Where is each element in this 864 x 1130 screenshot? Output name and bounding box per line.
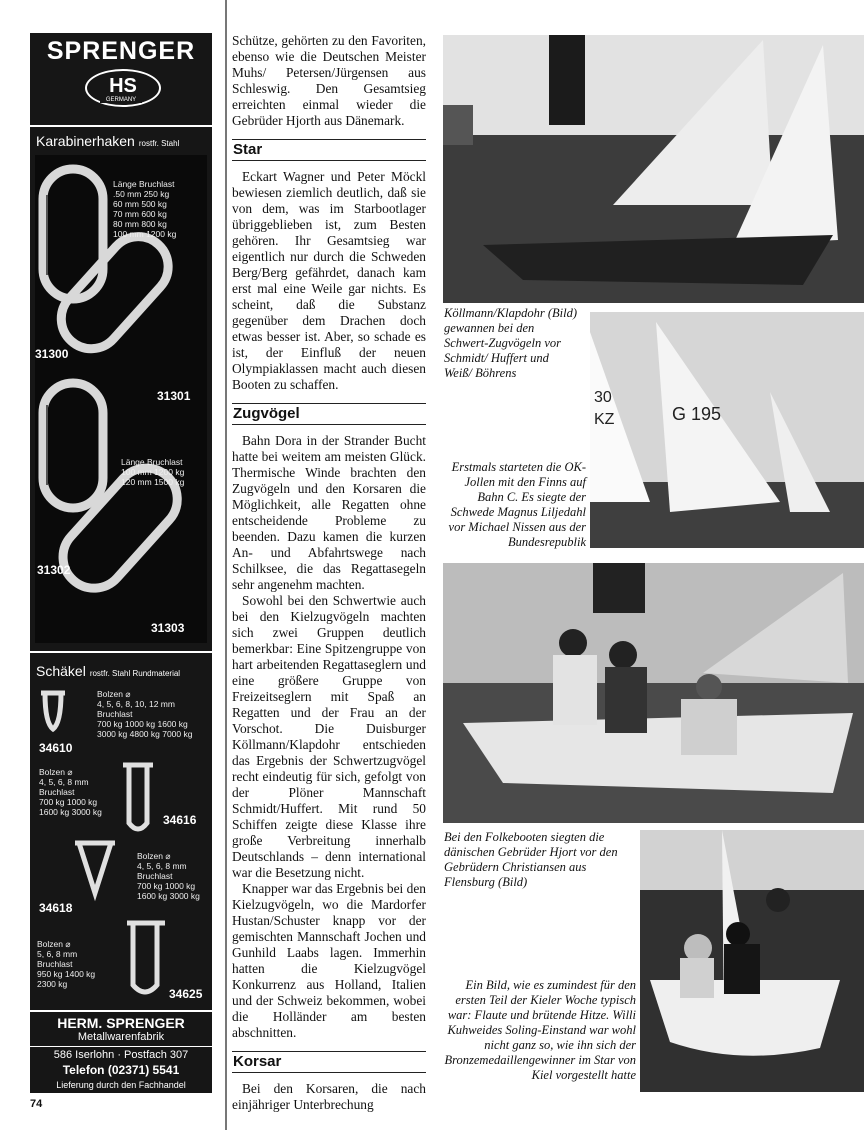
carabiner-subtitle: rostfr. Stahl: [138, 139, 180, 148]
photo-zugvogel-boat: [443, 35, 864, 303]
shackle-icon: [123, 765, 153, 829]
shackle-spec-2: [39, 767, 102, 817]
article-intro: Schütze, gehörten zu den Favoriten, ebenso wie die Deutschen Meister Muhs/ Petersen/Jürgensen aus Schleswig. Den Gesamtsieg erreichten einmal wieder die Gebrüder Hjorth aus Dänemark.: [232, 33, 426, 128]
spec-row: 60 mm 500 kg: [113, 199, 167, 209]
spec-row: 700 kg 1000 kg: [137, 881, 196, 891]
spec-row: 700 kg 1000 kg 1600 kg: [97, 719, 188, 729]
spec-row: Bolzen ⌀: [97, 689, 131, 699]
shackle-title: [36, 663, 180, 679]
shackle-spec-3: [137, 851, 200, 901]
section-heading-star: Star: [232, 139, 426, 161]
carabiner-hook-icon: [43, 383, 103, 508]
carabiner-panel: [35, 155, 207, 643]
article-paragraph: Eckart Wagner und Peter Möckl bewiesen ziemlich deutlich, daß sie von dem, was im Starbootlager übriggeblieben ist, zum Besten gehören. Ihr Gesamtsieg war eigentlich nur durch die Schweden Berg/Berg gefährdet, danach kam erst mal eine Weile gar nichts. Es scheint, daß die Substanz gegenüber dem Drachen doch etwas besser ist. Aber, so schade es ist, der Einfluß der neuen Olympiaklassen macht auch diesen Booten zu schaffen.: [232, 169, 426, 392]
spec-row: 4, 5, 6, 8 mm: [39, 777, 89, 787]
product-code: 31300: [35, 347, 69, 361]
company-address: 586 Iserlohn · Postfach 307: [53, 1049, 189, 1061]
folkeboot-photo-illustration: [443, 563, 864, 823]
soling-photo-illustration: [640, 830, 864, 1092]
spec-row: Bolzen ⌀: [39, 767, 73, 777]
spec-row: Bruchlast: [39, 787, 75, 797]
shackle-icon: [127, 923, 165, 992]
sprenger-advertisement: [30, 33, 212, 1093]
caption-folkeboot: Bei den Folkebooten siegten die dänischen Gebrüder Hjort vor den Gebrüdern Christiansen aus Flensburg (Bild): [444, 830, 618, 889]
spec-row: 100 mm 1200 kg: [113, 229, 177, 239]
ok-jollen-photo-illustration: [590, 312, 864, 548]
sail-number: 30: [594, 389, 612, 406]
spec-row: Bruchlast: [97, 709, 133, 719]
shackle-title-text: Schäkel: [36, 663, 86, 679]
section-heading-korsar: Korsar: [232, 1051, 426, 1073]
spec-row: 4, 5, 6, 8, 10, 12 mm: [97, 699, 175, 709]
spec-row: Bolzen ⌀: [37, 939, 71, 949]
spec-row: Bruchlast: [137, 871, 173, 881]
product-code: 34618: [39, 901, 73, 915]
shackle-spec-1: [97, 689, 192, 739]
caption-zugvogel: Köllmann/Klapdohr (Bild) gewannen bei den Schwert-Zugvögeln vor Schmidt/ Huffert und Weiß/ Böhrens: [444, 306, 577, 380]
company-type: Metallwarenfabrik: [77, 1031, 165, 1043]
caption-soling: Ein Bild, wie es zumindest für den ersten Teil der Kieler Woche typisch war: Flaute und brütende Hitze. Willi Kuhweides Soling-Einstand war wohl nicht ganz so, wie ihn sich der Bronzemedaillengewinner im Star von Kiel vorgestellt hatte: [444, 978, 636, 1082]
spec-row: Bolzen ⌀: [137, 851, 171, 861]
spec-row: 1600 kg 3000 kg: [39, 807, 102, 817]
page-number: 74: [30, 1098, 43, 1110]
spec-row: 1600 kg 3000 kg: [137, 891, 200, 901]
ad-divider: [30, 125, 212, 127]
hs-logo: HS: [85, 69, 161, 107]
spec-row: 950 kg 1400 kg: [37, 969, 96, 979]
spec-row: 100 mm 1200 kg: [121, 467, 185, 477]
product-code: 34610: [39, 741, 73, 755]
product-code: 31302: [37, 563, 71, 577]
product-code: 34625: [169, 987, 203, 1001]
spec-row: 4, 5, 6, 8 mm: [137, 861, 187, 871]
spec-head: Länge Bruchlast: [113, 179, 175, 189]
carabiner-title-text: Karabinerhaken: [36, 133, 135, 149]
spec-row: 80 mm 800 kg: [113, 219, 167, 229]
product-code: 34616: [163, 813, 197, 827]
spec-row: 120 mm 1500 kg: [121, 477, 185, 487]
spec-row: 700 kg 1000 kg: [39, 797, 98, 807]
section-heading-zugvoegel: Zugvögel: [232, 403, 426, 425]
product-code: 31303: [151, 621, 185, 635]
company-name: HERM. SPRENGER: [57, 1015, 185, 1031]
article-paragraph: Sowohl bei den Schwertwie auch bei den Kielzugvögeln machten sich zwei Gruppen deutlich bemerkbar: Eine Spitzengruppe von hart arbeitenden Regattaseglern und eine größere Gruppe von Freizeitseglern mit Spaß an Regatten und der Frau an der Vorschot. Die Duisburger Köllmann/Klapdohr entschieden das Ergebnis der Schwertzugvögel recht eindeutig für sich, gefolgt von der Plöner Mannschaft Schmidt/Huffert. Mit rund 50 Schiffen zeigte diese Klasse ihre große Verbreitung innerhalb Deutschlands – denn international war die Besetzung nicht.: [232, 593, 426, 880]
spec-row: Bruchlast: [37, 959, 73, 969]
sailboat-photo-illustration: [443, 35, 864, 303]
caption-ok-jollen: Erstmals starteten die OK-Jollen mit den Finns auf Bahn C. Es siegte der Schwede Magnus Liljedahl vor Michael Nissen aus der Bundesrepublik: [448, 460, 586, 549]
ad-divider: [30, 1010, 212, 1012]
sail-number: KZ: [594, 411, 615, 428]
sail-number: G 195: [672, 404, 722, 424]
column-rule: [225, 0, 227, 1130]
carabiner-hook-icon: [49, 224, 181, 361]
ad-brand: SPRENGER: [46, 37, 196, 65]
shackle-spec-4: [37, 939, 95, 989]
spec-row: .50 mm 250 kg: [113, 189, 170, 199]
carabiner-title: [36, 133, 179, 149]
spec-row: 2300 kg: [37, 979, 68, 989]
photo-soling: [640, 830, 864, 1092]
company-phone: Telefon (02371) 5541: [62, 1063, 180, 1077]
carabiner-spec-2: [121, 457, 184, 487]
spec-row: 5, 6, 8 mm: [37, 949, 78, 959]
shackle-panel: [35, 683, 207, 1005]
logo-subtitle: GERMANY: [100, 97, 142, 103]
spec-row: 3000 kg 4800 kg 7000 kg: [97, 729, 193, 739]
carabiner-spec-1: [113, 179, 176, 239]
spec-row: 70 mm 600 kg: [113, 209, 167, 219]
spec-head: Länge Bruchlast: [121, 457, 183, 467]
article-paragraph: Bei den Korsaren, die nach einjähriger Unterbrechung: [232, 1081, 426, 1112]
photo-folkeboot: [443, 563, 864, 823]
photo-ok-jollen: [590, 312, 864, 548]
ad-divider: [30, 651, 212, 653]
article-column: [232, 33, 426, 1113]
ad-note: Lieferung durch den Fachhandel: [56, 1080, 186, 1090]
article-paragraph: Knapper war das Ergebnis bei den Kielzugvögeln, wo die Mardorfer Hustan/Schuster knapp vor der gemischten Mannschaft Jochen und Gunhild Laabs lagen. Immerhin hatten die Kielzugvögel Konkurrenz aus Holland, Italien und der Schweiz bekommen, wobei die Holländer am besten abschnitten.: [232, 881, 426, 1040]
product-code: 31301: [157, 389, 191, 403]
shackle-subtitle: rostfr. Stahl Rundmaterial: [89, 669, 181, 678]
shackle-icon: [75, 843, 115, 893]
article-paragraph: Bahn Dora in der Strander Bucht hatte bei weitem am meisten Glück. Thermische Winde brachten den Zugvögeln und den Korsaren die Möglichkeit, alle Regatten ohne entscheidende Probleme zu beenden. Dazu kamen die kurzen An- und Abfahrtswege nach Schilksee, die das Regattasegeln sehr angenehm machten.: [232, 433, 426, 592]
carabiner-hook-icon: [43, 169, 103, 299]
ad-divider: [30, 1046, 212, 1047]
shackle-icon: [41, 693, 65, 729]
